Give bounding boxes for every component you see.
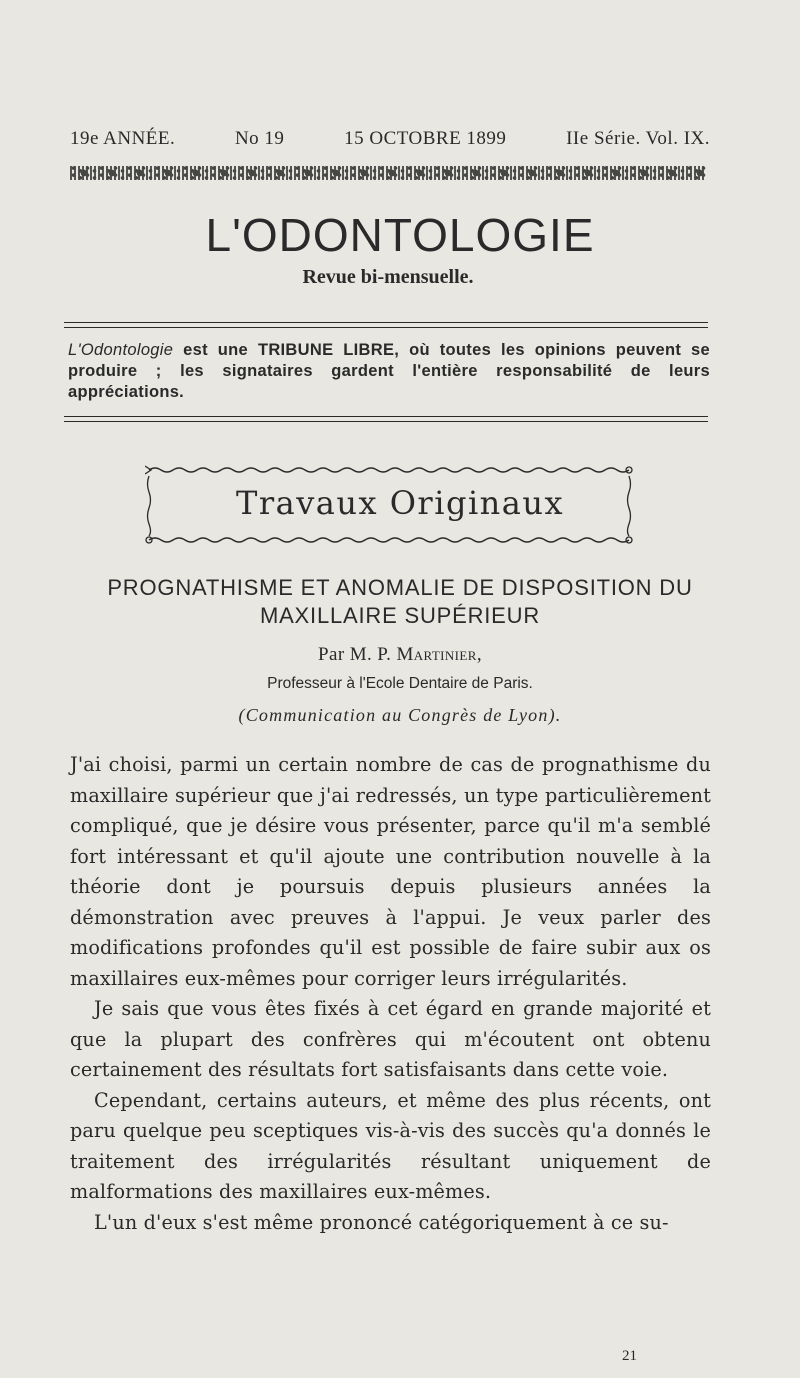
- author-affiliation: Professeur à l'Ecole Dentaire de Paris.: [267, 675, 533, 692]
- article-body: [70, 750, 711, 1238]
- editorial-notice: [68, 340, 710, 403]
- article-title-line-2: MAXILLAIRE SUPÉRIEUR: [259, 603, 541, 628]
- paragraph: Je sais que vous êtes fixés à cet égard en grande majorité et que la plupart des confrères qui m'écoutent ont obtenu certainement des résultats fort satisfaisants dans cette voie.: [70, 997, 711, 1081]
- paragraph: J'ai choisi, parmi un certain nombre de cas de prognathisme du maxillaire supérieur que j'ai redressés, un type particulièrement compliqué, que je désire vous présenter, parce qu'il m'a semblé fort intéressant et qu'il ajoute une contribution nouvelle à la théorie dont je poursuis depuis plusieurs années la démonstration avec preuves à l'appui. Je veux parler des modifications profondes qu'il est possible de faire subir aux os maxillaires eux-mêmes pour corriger leurs irrégularités.: [70, 753, 711, 990]
- paragraph: L'un d'eux s'est même prononcé catégoriquement à ce su-: [94, 1210, 669, 1234]
- ornamental-border: [70, 166, 706, 180]
- byline-prefix: Par M. P.: [318, 644, 397, 665]
- issue-number: No 19: [234, 128, 285, 149]
- divider-bottom: [64, 416, 708, 422]
- issue-date: 15 OCTOBRE 1899: [344, 128, 507, 149]
- journal-subtitle: Revue bi-mensuelle.: [302, 266, 474, 288]
- author-name: Martinier,: [396, 644, 482, 665]
- communication-note: (Communication au Congrès de Lyon).: [238, 705, 562, 725]
- article-title: [0, 574, 800, 630]
- page-number: 21: [622, 1348, 637, 1364]
- section-heading: Travaux Originaux: [235, 484, 565, 522]
- article-byline: [0, 644, 800, 666]
- divider-top: [64, 322, 708, 328]
- article-title-line-1: PROGNATHISME ET ANOMALIE DE DISPOSITION DU: [107, 575, 693, 600]
- issue-header: [70, 128, 710, 150]
- notice-journal-name: L'Odontologie: [68, 341, 174, 359]
- paragraph: Cependant, certains auteurs, et même des plus récents, ont paru quelque peu sceptiques vis-à-vis des succès qu'a donnés le traitement des irrégularités résultant uniquement de malformations des maxillaires eux-mêmes.: [70, 1088, 711, 1203]
- notice-text: est une TRIBUNE LIBRE, où toutes les opinions peuvent se produire ; les signataires gardent l'entière responsabilité de leurs appréciations.: [68, 341, 710, 401]
- journal-title: L'ODONTOLOGIE: [205, 209, 595, 261]
- issue-year: 19e ANNÉE.: [70, 128, 176, 149]
- issue-series: IIe Série. Vol. IX.: [566, 128, 710, 149]
